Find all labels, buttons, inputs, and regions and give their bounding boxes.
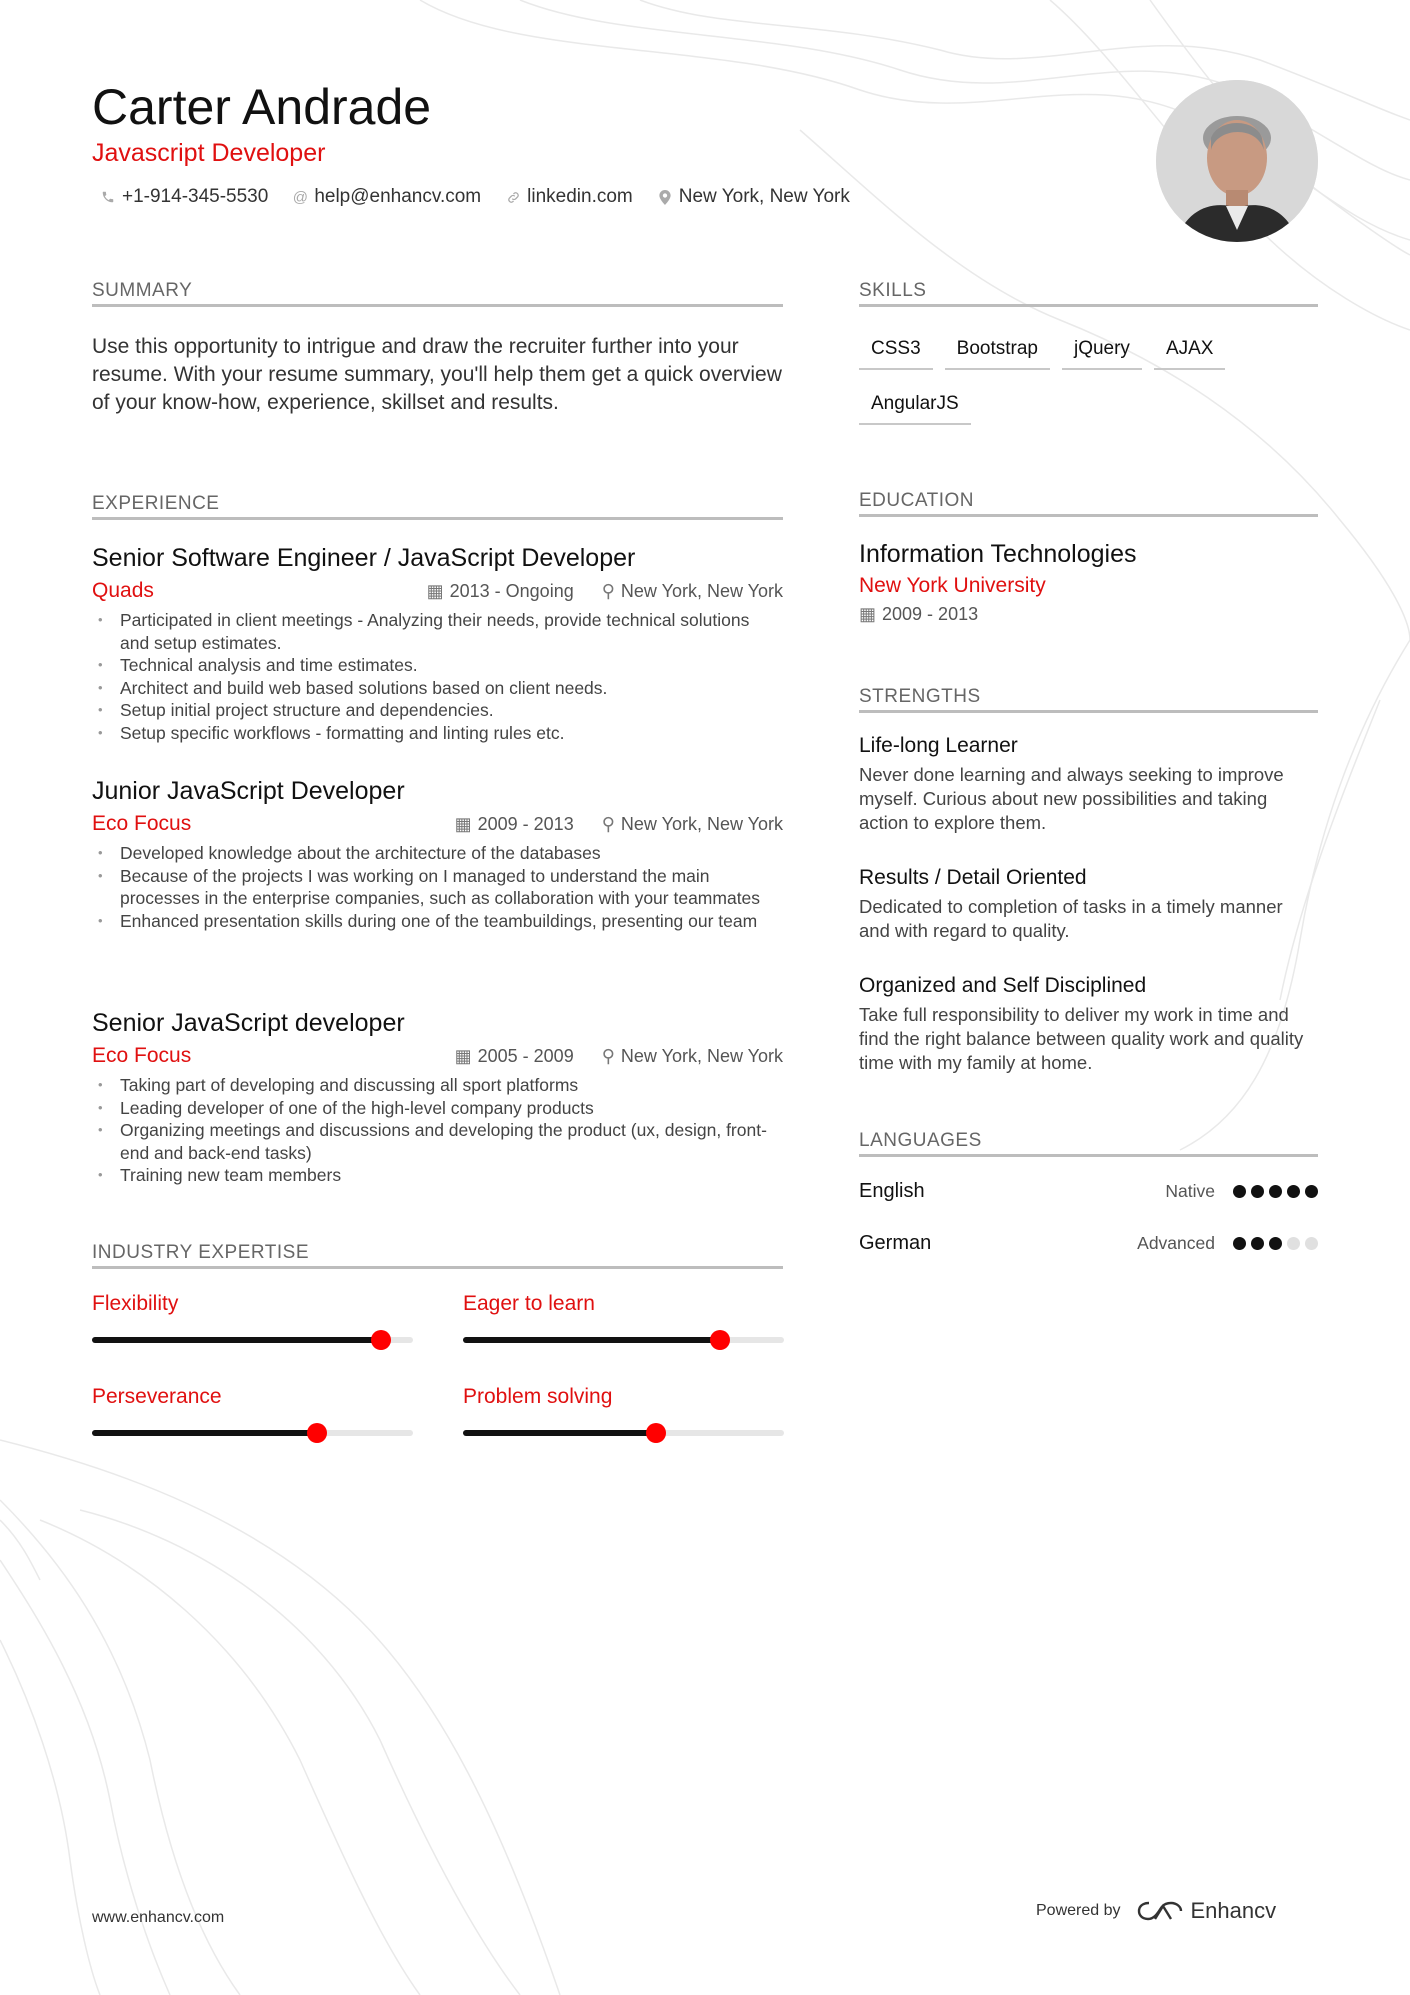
calendar-icon: ▦ [454, 1045, 472, 1066]
calendar-icon: ▦ [426, 580, 444, 601]
footer-brand [1036, 1898, 1276, 1924]
expertise-bar [463, 1334, 784, 1344]
experience-location [602, 581, 783, 602]
experience-role: Junior JavaScript Developer [92, 777, 405, 805]
contact-email[interactable] [292, 186, 481, 208]
experience-company: Eco Focus [92, 812, 192, 835]
list-item: • Setup initial project structure and dependencies. [92, 699, 783, 722]
education-item [859, 540, 1318, 625]
strength-desc: Take full responsibility to deliver my work in time and find the right balance between quality work and quality time with my family at home. [859, 1004, 1304, 1073]
experience-dates [427, 581, 574, 602]
experience-heading: EXPERIENCE [92, 493, 783, 520]
experience-bullets [92, 842, 783, 932]
expertise-label: Problem solving [463, 1385, 613, 1408]
strength-title: Organized and Self Disciplined [859, 974, 1147, 997]
skill-tag: CSS3 [859, 330, 933, 370]
experience-location [602, 814, 783, 835]
experience-dates-text: 2005 - 2009 [477, 1045, 574, 1066]
list-item: • Taking part of developing and discussing all sport platforms [92, 1074, 783, 1097]
dot-filled [1251, 1237, 1264, 1250]
dot-filled [1305, 1185, 1318, 1198]
expertise-knob [307, 1423, 327, 1443]
expertise-item [463, 1292, 784, 1344]
list-item: • Participated in client meetings - Analyzing their needs, provide technical solutions and setup estimates. [92, 609, 783, 654]
powered-by-text: Powered by [1036, 1902, 1121, 1919]
list-item: • Organizing meetings and discussions and developing the product (ux, design, front-end and back-end tasks) [92, 1119, 783, 1164]
experience-company: Eco Focus [92, 1044, 192, 1067]
location-pin-icon [657, 190, 673, 205]
list-item: • Developed knowledge about the architecture of the databases [92, 842, 783, 865]
language-item [859, 1232, 1318, 1255]
phone-icon [100, 190, 116, 204]
experience-item [92, 544, 783, 744]
summary-heading: SUMMARY [92, 280, 783, 307]
experience-role: Senior JavaScript developer [92, 1009, 405, 1037]
experience-bullets [92, 609, 783, 744]
strength-item [859, 734, 1318, 835]
experience-dates [455, 1046, 574, 1067]
link-icon [505, 190, 521, 205]
strength-title: Results / Detail Oriented [859, 866, 1087, 889]
education-heading: EDUCATION [859, 490, 1318, 517]
languages-heading: LANGUAGES [859, 1130, 1318, 1157]
education-dates [859, 604, 1318, 625]
footer-website[interactable]: www.enhancv.com [92, 1909, 225, 1926]
experience-location [602, 1046, 783, 1067]
dot-filled [1233, 1185, 1246, 1198]
candidate-name: Carter Andrade [92, 79, 432, 135]
language-name: English [859, 1180, 925, 1202]
experience-dates [455, 814, 574, 835]
dot-filled [1269, 1185, 1282, 1198]
expertise-knob [710, 1330, 730, 1350]
phone-text: +1-914-345-5530 [122, 186, 269, 207]
language-dots [1233, 1237, 1318, 1250]
at-icon: @ [292, 188, 308, 206]
education-dates-text: 2009 - 2013 [882, 604, 979, 624]
expertise-label: Flexibility [92, 1292, 179, 1315]
language-level: Native [1165, 1181, 1215, 1201]
expertise-item [463, 1385, 784, 1437]
expertise-item [92, 1292, 413, 1344]
location-text: New York, New York [678, 186, 850, 207]
linkedin-text[interactable]: linkedin.com [527, 186, 633, 207]
experience-dates-text: 2009 - 2013 [477, 813, 574, 834]
strength-item [859, 974, 1318, 1075]
enhancv-logo[interactable] [1137, 1898, 1277, 1924]
skill-tag: jQuery [1062, 330, 1142, 370]
language-level: Advanced [1137, 1233, 1215, 1253]
brand-name: Enhancv [1190, 1898, 1277, 1923]
location-pin-icon: ⚲ [601, 1045, 615, 1066]
experience-role: Senior Software Engineer / JavaScript Developer [92, 544, 636, 572]
expertise-knob [371, 1330, 391, 1350]
experience-location-text: New York, New York [620, 813, 783, 834]
dot-empty [1305, 1237, 1318, 1250]
experience-company: Quads [92, 579, 154, 602]
dot-filled [1269, 1237, 1282, 1250]
strength-title: Life-long Learner [859, 734, 1018, 757]
language-name: German [859, 1232, 932, 1254]
enhancv-logo-icon [1137, 1900, 1183, 1922]
expertise-bar [92, 1427, 413, 1437]
expertise-fill [463, 1337, 720, 1343]
location-pin-icon: ⚲ [601, 813, 615, 834]
language-dots [1233, 1185, 1318, 1198]
list-item: • Training new team members [92, 1164, 783, 1187]
language-item [859, 1180, 1318, 1203]
strength-desc: Never done learning and always seeking to improve myself. Curious about new possibilities and taking action to explore them. [859, 764, 1284, 833]
experience-item [92, 777, 783, 932]
summary-text: Use this opportunity to intrigue and draw the recruiter further into your resume. With your resume summary, you'll help them get a quick overview of your know-how, experience, skillset and results. [92, 335, 782, 414]
contact-linkedin[interactable] [505, 186, 633, 208]
strength-desc: Dedicated to completion of tasks in a timely manner and with regard to quality. [859, 896, 1283, 941]
skills-heading: SKILLS [859, 280, 1318, 307]
avatar [1156, 80, 1318, 242]
expertise-knob [646, 1423, 666, 1443]
expertise-label: Eager to learn [463, 1292, 595, 1315]
list-item: • Setup specific workflows - formatting and linting rules etc. [92, 722, 783, 745]
calendar-icon: ▦ [859, 604, 877, 624]
list-item: • Technical analysis and time estimates. [92, 654, 783, 677]
expertise-fill [92, 1430, 317, 1436]
expertise-bar [463, 1427, 784, 1437]
expertise-fill [92, 1337, 381, 1343]
dot-filled [1287, 1185, 1300, 1198]
experience-bullets [92, 1074, 783, 1187]
dot-filled [1233, 1237, 1246, 1250]
skill-tag: AJAX [1154, 330, 1226, 370]
location-pin-icon: ⚲ [601, 580, 615, 601]
expertise-bar [92, 1334, 413, 1344]
expertise-label: Perseverance [92, 1385, 222, 1408]
dot-empty [1287, 1237, 1300, 1250]
calendar-icon: ▦ [454, 813, 472, 834]
job-title: Javascript Developer [92, 139, 326, 167]
skills-list [859, 330, 1318, 425]
contact-location [657, 186, 850, 208]
experience-location-text: New York, New York [620, 580, 783, 601]
experience-dates-text: 2013 - Ongoing [449, 580, 574, 601]
expertise-fill [463, 1430, 656, 1436]
strengths-heading: STRENGTHS [859, 686, 1318, 713]
list-item: • Architect and build web based solutions based on client needs. [92, 677, 783, 700]
dot-filled [1251, 1185, 1264, 1198]
skill-tag: AngularJS [859, 385, 971, 425]
strength-item [859, 866, 1318, 943]
expertise-item [92, 1385, 413, 1437]
experience-item [92, 1009, 783, 1187]
contact-phone [100, 186, 268, 208]
contact-list [100, 186, 850, 208]
list-item: • Leading developer of one of the high-level company products [92, 1097, 783, 1120]
list-item: • Because of the projects I was working on I managed to understand the main processes in the enterprise companies, such as collaboration with your teammates [92, 865, 783, 910]
email-text[interactable]: help@enhancv.com [314, 186, 482, 207]
education-degree: Information Technologies [859, 540, 1137, 568]
education-school: New York University [859, 574, 1046, 597]
skill-tag: Bootstrap [945, 330, 1050, 370]
industry-expertise-heading: INDUSTRY EXPERTISE [92, 1242, 783, 1269]
list-item: • Enhanced presentation skills during one of the teambuildings, presenting our team [92, 910, 783, 933]
experience-location-text: New York, New York [620, 1045, 783, 1066]
